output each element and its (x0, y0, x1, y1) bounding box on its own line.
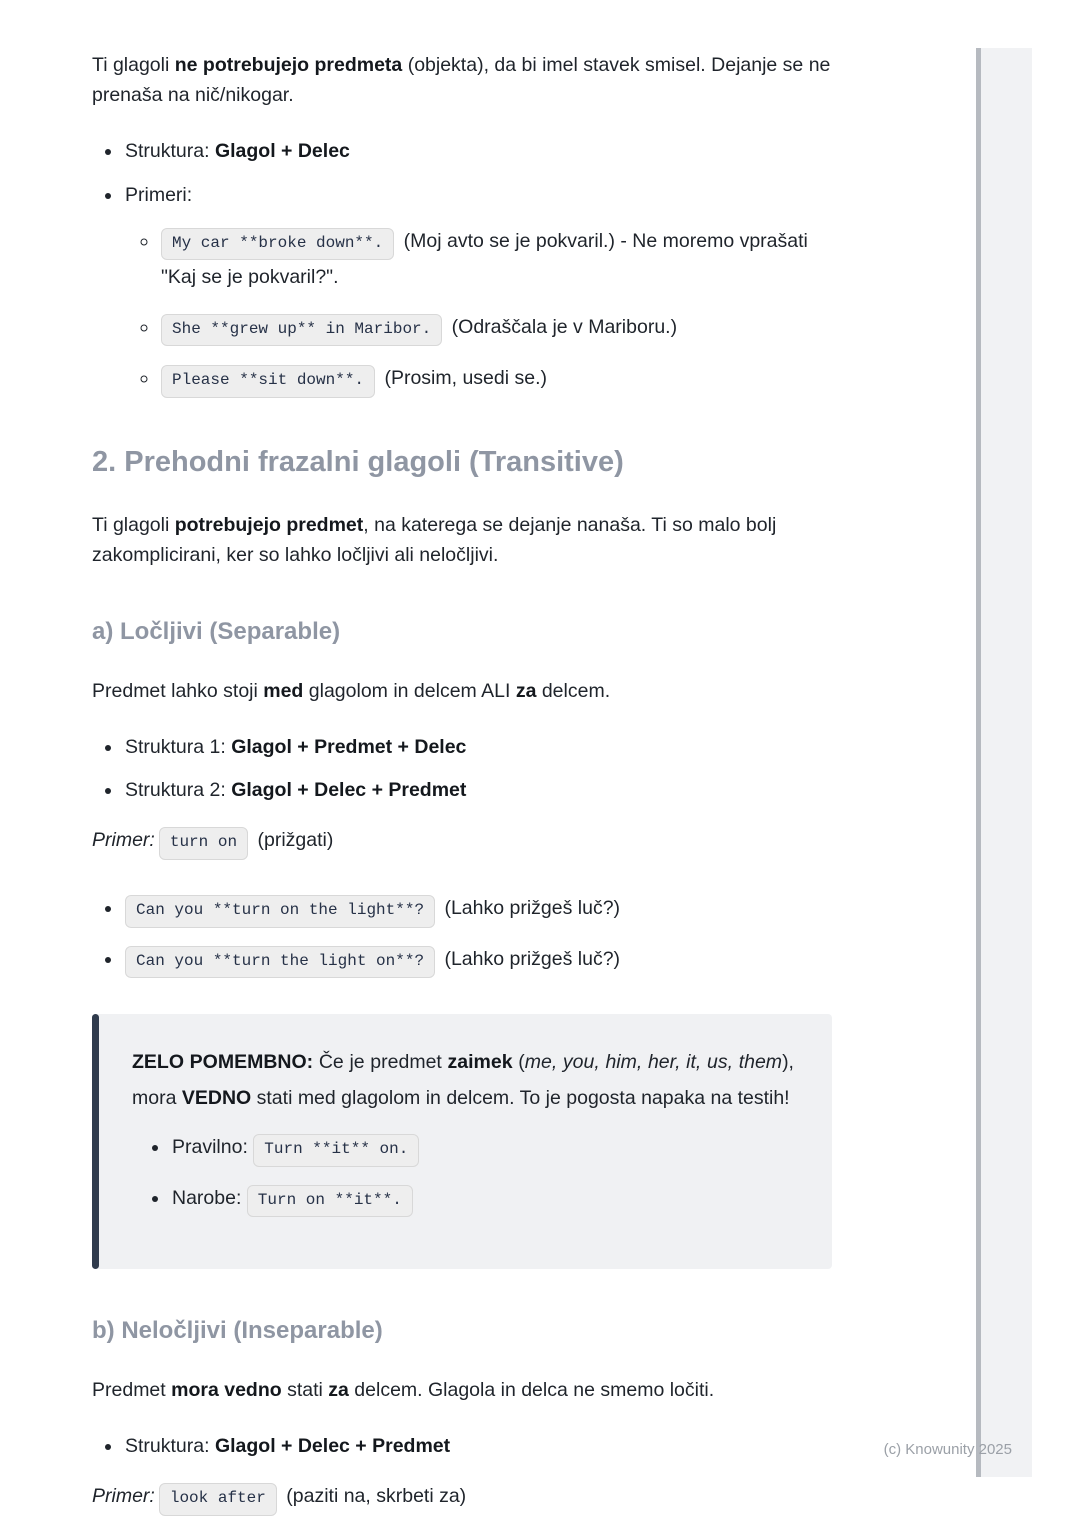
bold-text-run: za (515, 679, 537, 702)
bold-text-run: ne potrebujejo predmeta (174, 54, 403, 76)
subsection-heading-separable: a) Ločljivi (Separable) (92, 618, 341, 646)
text-run: ), mora (132, 1051, 794, 1110)
example-item (159, 361, 832, 398)
text-run: Struktura: (125, 1434, 215, 1457)
intransitive-list (92, 136, 832, 397)
code-chip: My car **broke down**. (161, 228, 394, 261)
bold-text-run: med (263, 679, 304, 702)
code-chip: Can you **turn on the light**? (125, 895, 435, 928)
inseparable-paragraph (92, 1375, 832, 1405)
scrollbar-track[interactable] (981, 48, 1032, 1477)
text-run: Ti glagoli (92, 514, 175, 537)
text-run: glagolom in delcem ALI (303, 679, 516, 702)
italic-label: Primer: (92, 829, 155, 852)
text-run: Ti glagoli (92, 54, 175, 76)
examples-sublist (125, 224, 832, 398)
text-run: (Prosim, usedi se.) (379, 367, 547, 390)
list-item-pravilno (170, 1132, 794, 1167)
text-run: (Moj avto se je pokvaril.) - Ne moremo vprašati "Kaj se je pokvaril?". (161, 229, 808, 289)
text-run: (paziti na, skrbeti za) (280, 1485, 467, 1508)
list-item-struktura-2 (123, 775, 832, 805)
text-run: stati (281, 1378, 329, 1401)
primer-line-look-after (92, 1481, 832, 1516)
text-run: Predmet lahko stoji (92, 679, 264, 702)
separable-structure-list (92, 732, 832, 805)
callout-paragraph (132, 1044, 794, 1116)
bold-text-run: Glagol + Predmet + Delec (231, 735, 467, 758)
transitive-paragraph (92, 510, 832, 570)
bold-text-run: Glagol + Delec + Predmet (214, 1434, 451, 1457)
code-chip: Turn **it** on. (253, 1134, 419, 1167)
important-callout (92, 1014, 832, 1269)
example-item (123, 890, 832, 928)
code-chip: turn on (159, 827, 248, 860)
scrollbar-thumb[interactable] (976, 48, 981, 1477)
list-item-primeri (123, 180, 832, 398)
code-chip: Please **sit down**. (161, 365, 375, 398)
bold-text-run: Glagol + Delec + Predmet (231, 779, 467, 802)
intro-paragraph (92, 50, 832, 110)
document-content (92, 50, 832, 1528)
subsection-heading-inseparable: b) Neločljivi (Inseparable) (92, 1317, 383, 1345)
code-chip: She **grew up** in Maribor. (161, 314, 442, 347)
example-item (123, 941, 832, 979)
text-run: stati med glagolom in delcem. To je pogosta napaka na testih! (251, 1087, 790, 1110)
text-run: Narobe: (172, 1186, 247, 1209)
text-run: Če je predmet (313, 1051, 448, 1074)
separable-paragraph (92, 676, 832, 706)
text-run: (Odraščala je v Mariboru.) (446, 315, 678, 338)
bold-text-run: za (328, 1378, 349, 1401)
bold-text-run: ZELO POMEMBNO: (132, 1051, 314, 1074)
section-heading-transitive: 2. Prehodni frazalni glagoli (Transitive) (92, 445, 624, 478)
text-run: Pravilno: (172, 1136, 254, 1159)
text-run: Primeri: (125, 183, 193, 206)
inseparable-structure-list (92, 1431, 832, 1461)
text-run: delcem. (536, 679, 611, 702)
italic-text-run: me, you, him, her, it, us, them (524, 1051, 783, 1074)
text-run: delcem. Glagola in delca ne smemo ločiti. (348, 1378, 715, 1401)
bold-text-run: mora vedno (171, 1378, 282, 1401)
list-item-narobe (170, 1183, 794, 1218)
copyright-watermark: (c) Knowunity 2025 (883, 1441, 1012, 1458)
text-run: (Lahko prižgeš luč?) (439, 896, 621, 919)
code-chip: look after (159, 1483, 277, 1516)
text-run: Struktura 1: (125, 735, 232, 758)
italic-label: Primer: (92, 1485, 155, 1508)
bold-text-run: zaimek (447, 1051, 513, 1074)
list-item-struktura-1 (123, 732, 832, 762)
list-item-struktura (123, 1431, 832, 1461)
callout-list (146, 1132, 794, 1217)
text-run: Predmet (92, 1378, 172, 1401)
text-run: (Lahko prižgeš luč?) (439, 947, 621, 970)
bold-text-run: potrebujejo predmet (174, 514, 364, 537)
example-item (159, 310, 832, 347)
text-run: ( (512, 1051, 525, 1074)
code-chip: Can you **turn the light on**? (125, 946, 435, 979)
example-item (159, 224, 832, 295)
text-run: , na katerega se dejanje nanaša. Ti so malo bolj zakomplicirani, ker so lahko ločljivi ali neločljivi. (92, 514, 777, 567)
text-run: Struktura 2: (125, 779, 232, 802)
separable-examples-list (92, 890, 832, 978)
list-item-struktura (123, 136, 832, 166)
primer-line-turn-on (92, 825, 832, 860)
code-chip: Turn on **it**. (247, 1185, 413, 1218)
text-run: (objekta), da bi imel stavek smisel. Dejanje se ne prenaša na nič/nikogar. (92, 54, 831, 107)
text-run: Struktura: (125, 140, 215, 163)
bold-text-run: Glagol + Delec (214, 140, 350, 163)
bold-text-run: VEDNO (181, 1087, 252, 1110)
text-run: (prižgati) (252, 829, 334, 852)
